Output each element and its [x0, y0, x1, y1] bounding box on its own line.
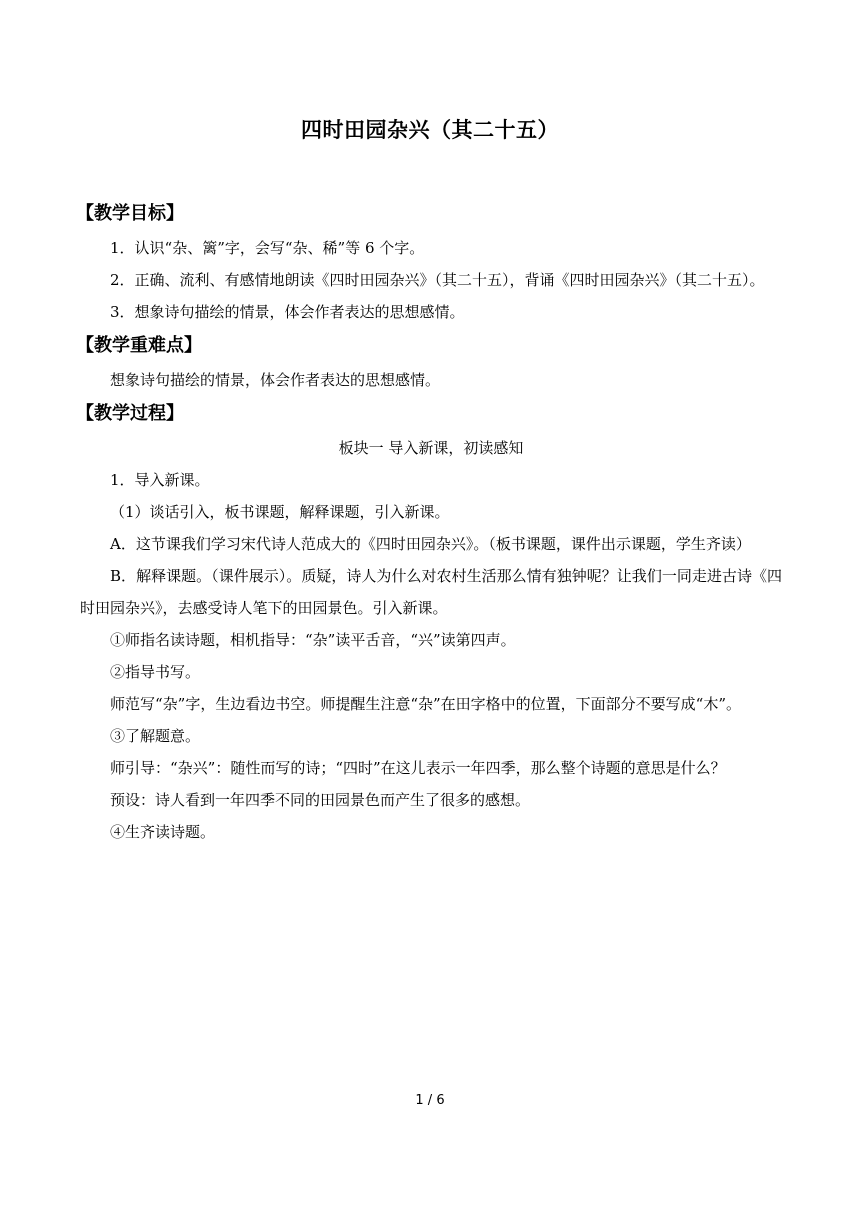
section-title: 板块一 导入新课，初读感知 — [338, 439, 524, 457]
process-paragraph: ②指导书写。 — [110, 663, 201, 681]
process-paragraph: 预设：诗人看到一年四季不同的田园景色而产生了很多的感想。 — [110, 791, 531, 809]
heading-key-points: 【教学重难点】 — [76, 335, 202, 356]
goal-item-1: 1．认识“杂、篱”字，会写“杂、稀”等 6 个字。 — [110, 239, 425, 257]
process-paragraph: A．这节课我们学习宋代诗人范成大的《四时田园杂兴》。（板书课题，课件出示课题，学生齐读） — [110, 535, 751, 553]
process-paragraph: 1．导入新课。 — [110, 471, 210, 489]
key-points-text: 想象诗句描绘的情景，体会作者表达的思想感情。 — [110, 371, 441, 389]
process-paragraph: ①师指名读诗题，相机指导：“杂”读平舌音，“兴”读第四声。 — [110, 631, 516, 649]
document-body — [76, 196, 782, 848]
process-paragraph: 师引导：“杂兴”：随性而写的诗；“四时”在这儿表示一年四季，那么整个诗题的意思是什么？ — [110, 759, 726, 777]
process-paragraph: ④生齐读诗题。 — [110, 823, 216, 841]
heading-teaching-goals: 【教学目标】 — [76, 203, 184, 224]
process-paragraph: （1）谈话引入，板书课题，解释课题，引入新课。 — [110, 503, 450, 521]
heading-teaching-process: 【教学过程】 — [76, 403, 184, 424]
process-paragraph: B．解释课题。（课件展示）。质疑，诗人为什么对农村生活那么情有独钟呢？让我们一同走进古诗《四时田园杂兴》，去感受诗人笔下的田园景色。引入新课。 — [80, 567, 782, 617]
process-paragraph: ③了解题意。 — [110, 727, 201, 745]
goal-item-2: 2．正确、流利、有感情地朗读《四时田园杂兴》（其二十五），背诵《四时田园杂兴》（其二十五）。 — [110, 271, 765, 289]
page-number: 1 / 6 — [415, 1093, 445, 1108]
goal-item-3: 3．想象诗句描绘的情景，体会作者表达的思想感情。 — [110, 303, 465, 321]
process-paragraph: 师范写“杂”字，生边看边书空。师提醒生注意“杂”在田字格中的位置，下面部分不要写成“木”。 — [110, 695, 742, 713]
page-title: 四时田园杂兴（其二十五） — [301, 117, 559, 142]
